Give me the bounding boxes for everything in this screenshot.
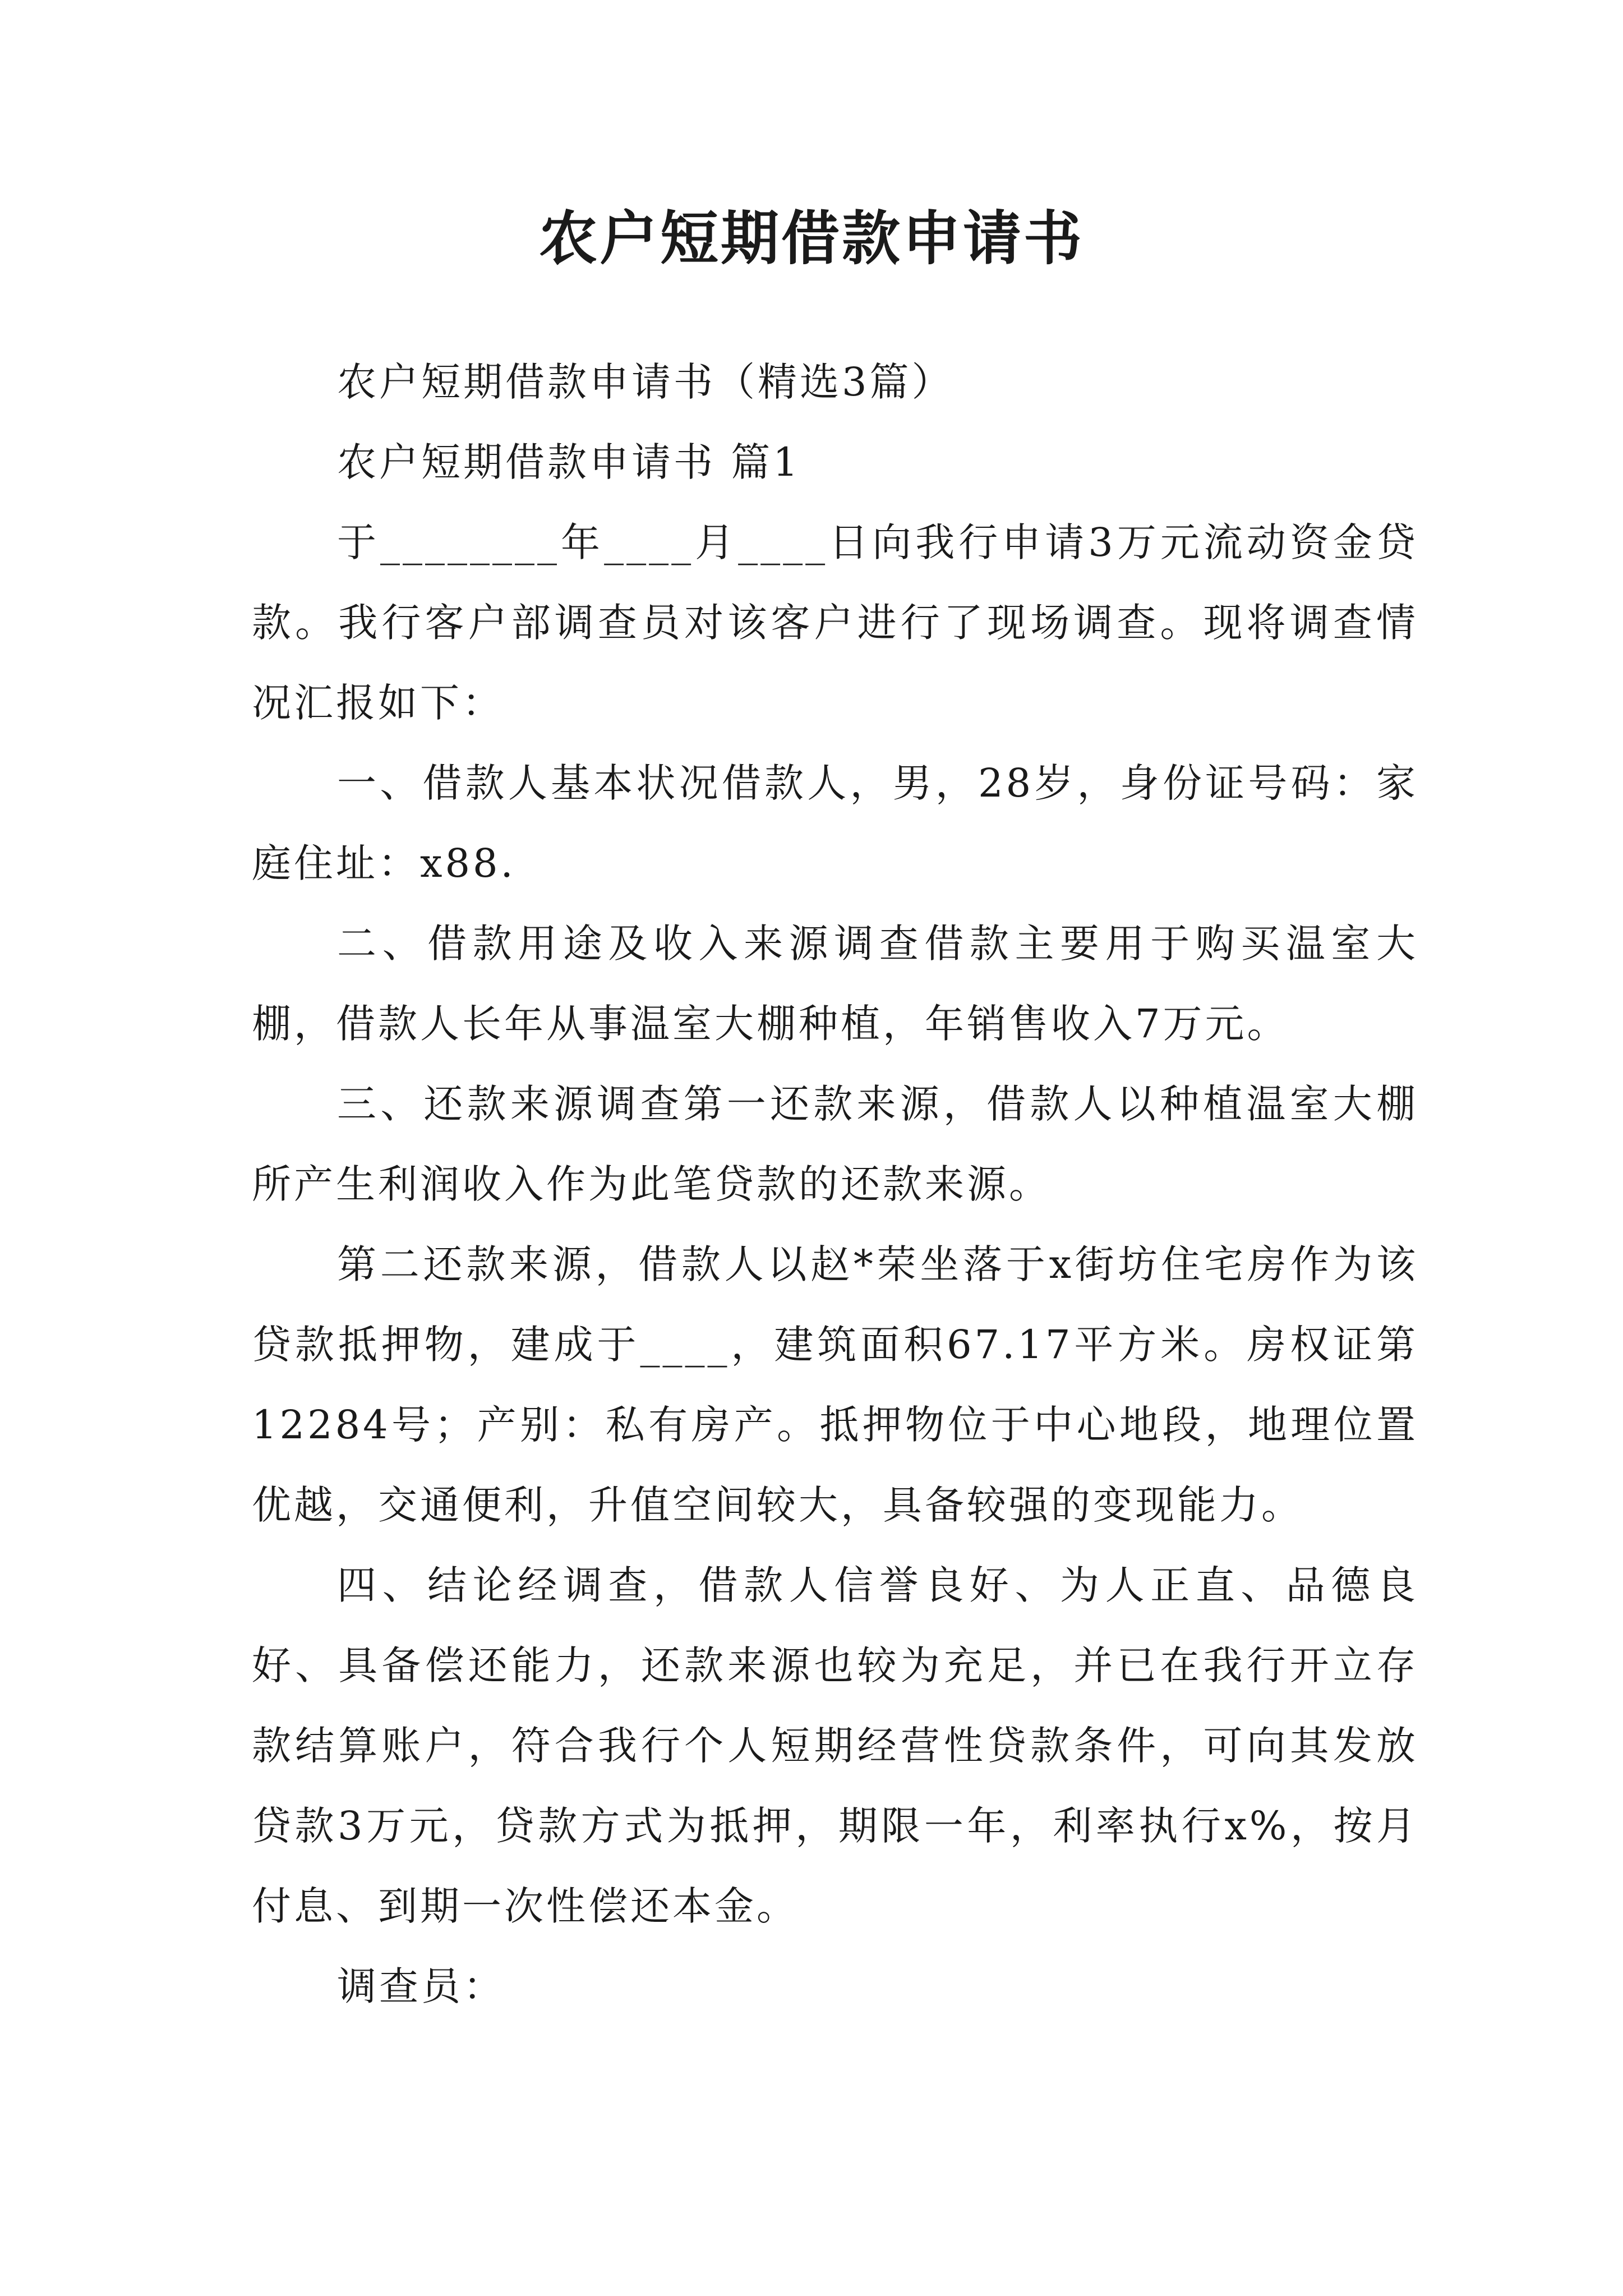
paragraph-conclusion: 四、结论经调查，借款人信誉良好、为人正直、品德良好、具备偿还能力，还款来源也较为充足，并已在我行开立存款结算账户，符合我行个人短期经营性贷款条件，可向其发放贷款3万元，贷款方式为抵押，期限一年，利率执行x%，按月付息、到期一次性偿还本金。 [252, 1562, 1418, 1929]
paragraph-borrower-info: 一、借款人基本状况借款人，男，28岁，身份证号码：家庭住址：x88. [252, 760, 1418, 886]
paragraph-collection-title: 农户短期借款申请书（精选3篇） [337, 359, 954, 405]
paragraph-loan-purpose: 二、借款用途及收入来源调查借款主要用于购买温室大棚，借款人长年从事温室大棚种植，年销售收入7万元。 [252, 921, 1418, 1047]
paragraph-first-repayment-source: 三、还款来源调查第一还款来源，借款人以种植温室大棚所产生利润收入作为此笔贷款的还款来源。 [252, 1081, 1418, 1207]
paragraph-section-heading: 农户短期借款申请书 篇1 [337, 439, 801, 485]
document-title: 农户短期借款申请书 [538, 204, 1084, 273]
paragraph-second-repayment-source: 第二还款来源，借款人以赵*荣坐落于x街坊住宅房作为该贷款抵押物，建成于____，建筑面积67.17平方米。房权证第12284号；产别：私有房产。抵押物位于中心地段，地理位置优越，交通便利，升值空间较大，具备较强的变现能力。 [252, 1241, 1418, 1528]
paragraph-intro: 于________年____月____日向我行申请3万元流动资金贷款。我行客户部调查员对该客户进行了现场调查。现将调查情况汇报如下： [252, 519, 1418, 726]
paragraph-investigator: 调查员： [337, 1963, 505, 2009]
document-body [252, 342, 1418, 2027]
